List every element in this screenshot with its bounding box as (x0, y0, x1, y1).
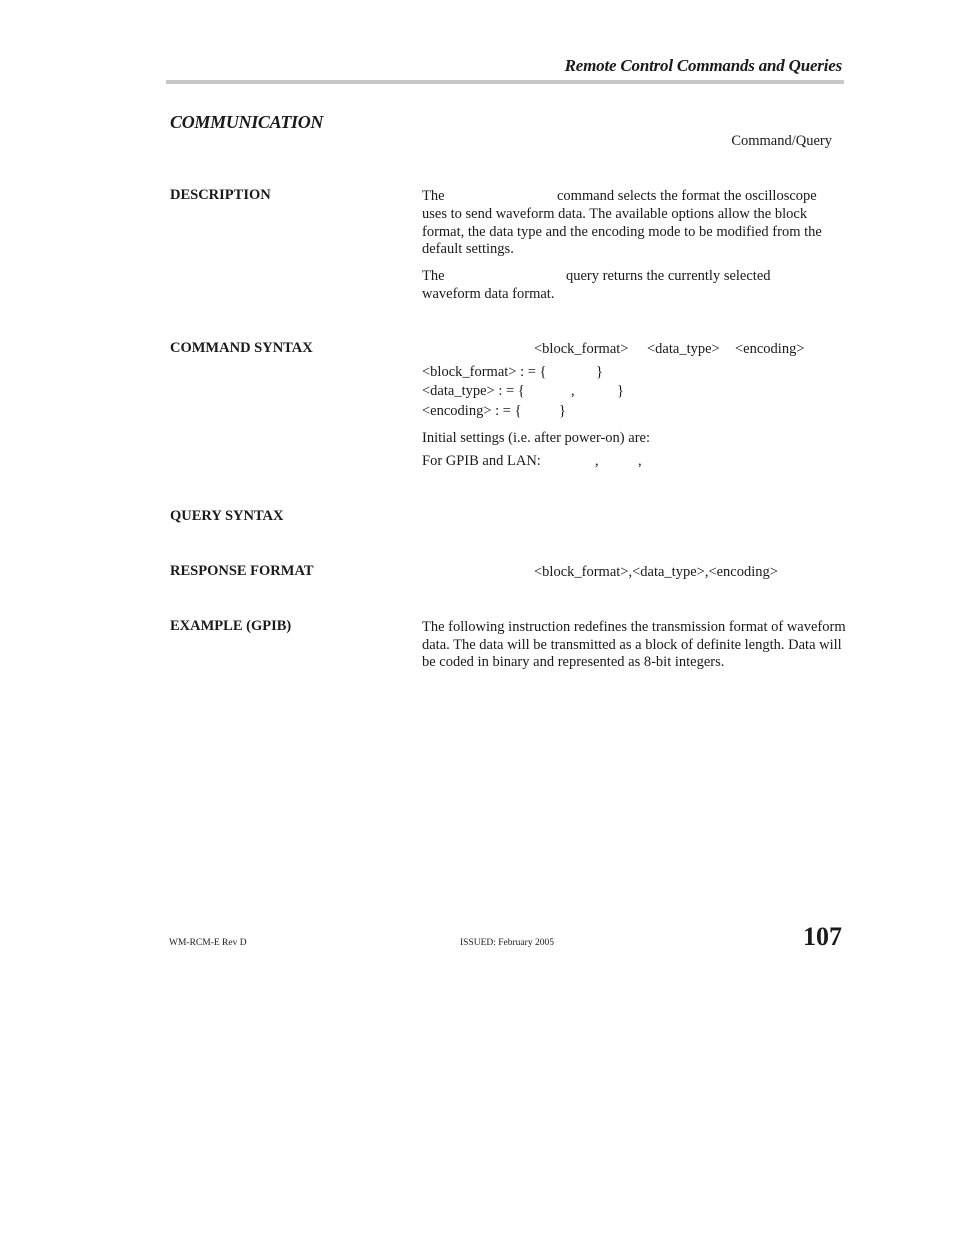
data-type-def: <data_type> : = { (422, 383, 525, 399)
description-para2-prefix: The (422, 268, 445, 284)
description-para2-first-line: query returns the currently selected (566, 268, 771, 284)
gpib-sep-2: , (638, 453, 642, 469)
description-para2-body: waveform data format. (422, 286, 555, 302)
block-format-close: } (596, 364, 603, 380)
data-type-sep: , (571, 383, 575, 399)
command-type: Command/Query (731, 133, 832, 149)
query-syntax-label: QUERY SYNTAX (170, 508, 284, 524)
gpib-sep-1: , (595, 453, 599, 469)
section-title: COMMUNICATION (170, 112, 324, 132)
gpib-lan-text: For GPIB and LAN: (422, 453, 541, 469)
description-para1-body: uses to send waveform data. The available options allow the block format, the data type and the encoding mode to be modified from the default settings. (422, 206, 822, 258)
data-type-close: } (617, 383, 624, 399)
example-label: EXAMPLE (GPIB) (170, 618, 292, 634)
description-label: DESCRIPTION (170, 187, 271, 203)
response-format-label: RESPONSE FORMAT (170, 563, 314, 579)
syntax-arg-encoding: <encoding> (735, 341, 805, 357)
footer-doc-id: WM-RCM-E Rev D (169, 938, 247, 948)
description-para1-prefix: The (422, 188, 445, 204)
syntax-arg-block-format: <block_format> (534, 341, 629, 357)
encoding-def: <encoding> : = { (422, 403, 522, 419)
description-para1-first-line: command selects the format the oscilloscope (557, 188, 817, 204)
initial-settings-text: Initial settings (i.e. after power-on) are: (422, 430, 650, 446)
running-header-title: Remote Control Commands and Queries (564, 56, 842, 75)
command-syntax-block (422, 341, 846, 481)
syntax-arg-data-type: <data_type> (647, 341, 720, 357)
block-format-def: <block_format> : = { (422, 364, 547, 380)
example-text: The following instruction redefines the transmission format of waveform data. The data will be transmitted as a block of definite length. Data will be coded in binary and represented as 8-bit integers. (422, 619, 846, 671)
command-syntax-label: COMMAND SYNTAX (170, 340, 313, 356)
page-number: 107 (803, 922, 842, 951)
header-rule (166, 80, 844, 84)
response-format-value: <block_format>,<data_type>,<encoding> (534, 564, 778, 580)
footer-issued: ISSUED: February 2005 (460, 938, 554, 948)
encoding-close: } (559, 403, 566, 419)
